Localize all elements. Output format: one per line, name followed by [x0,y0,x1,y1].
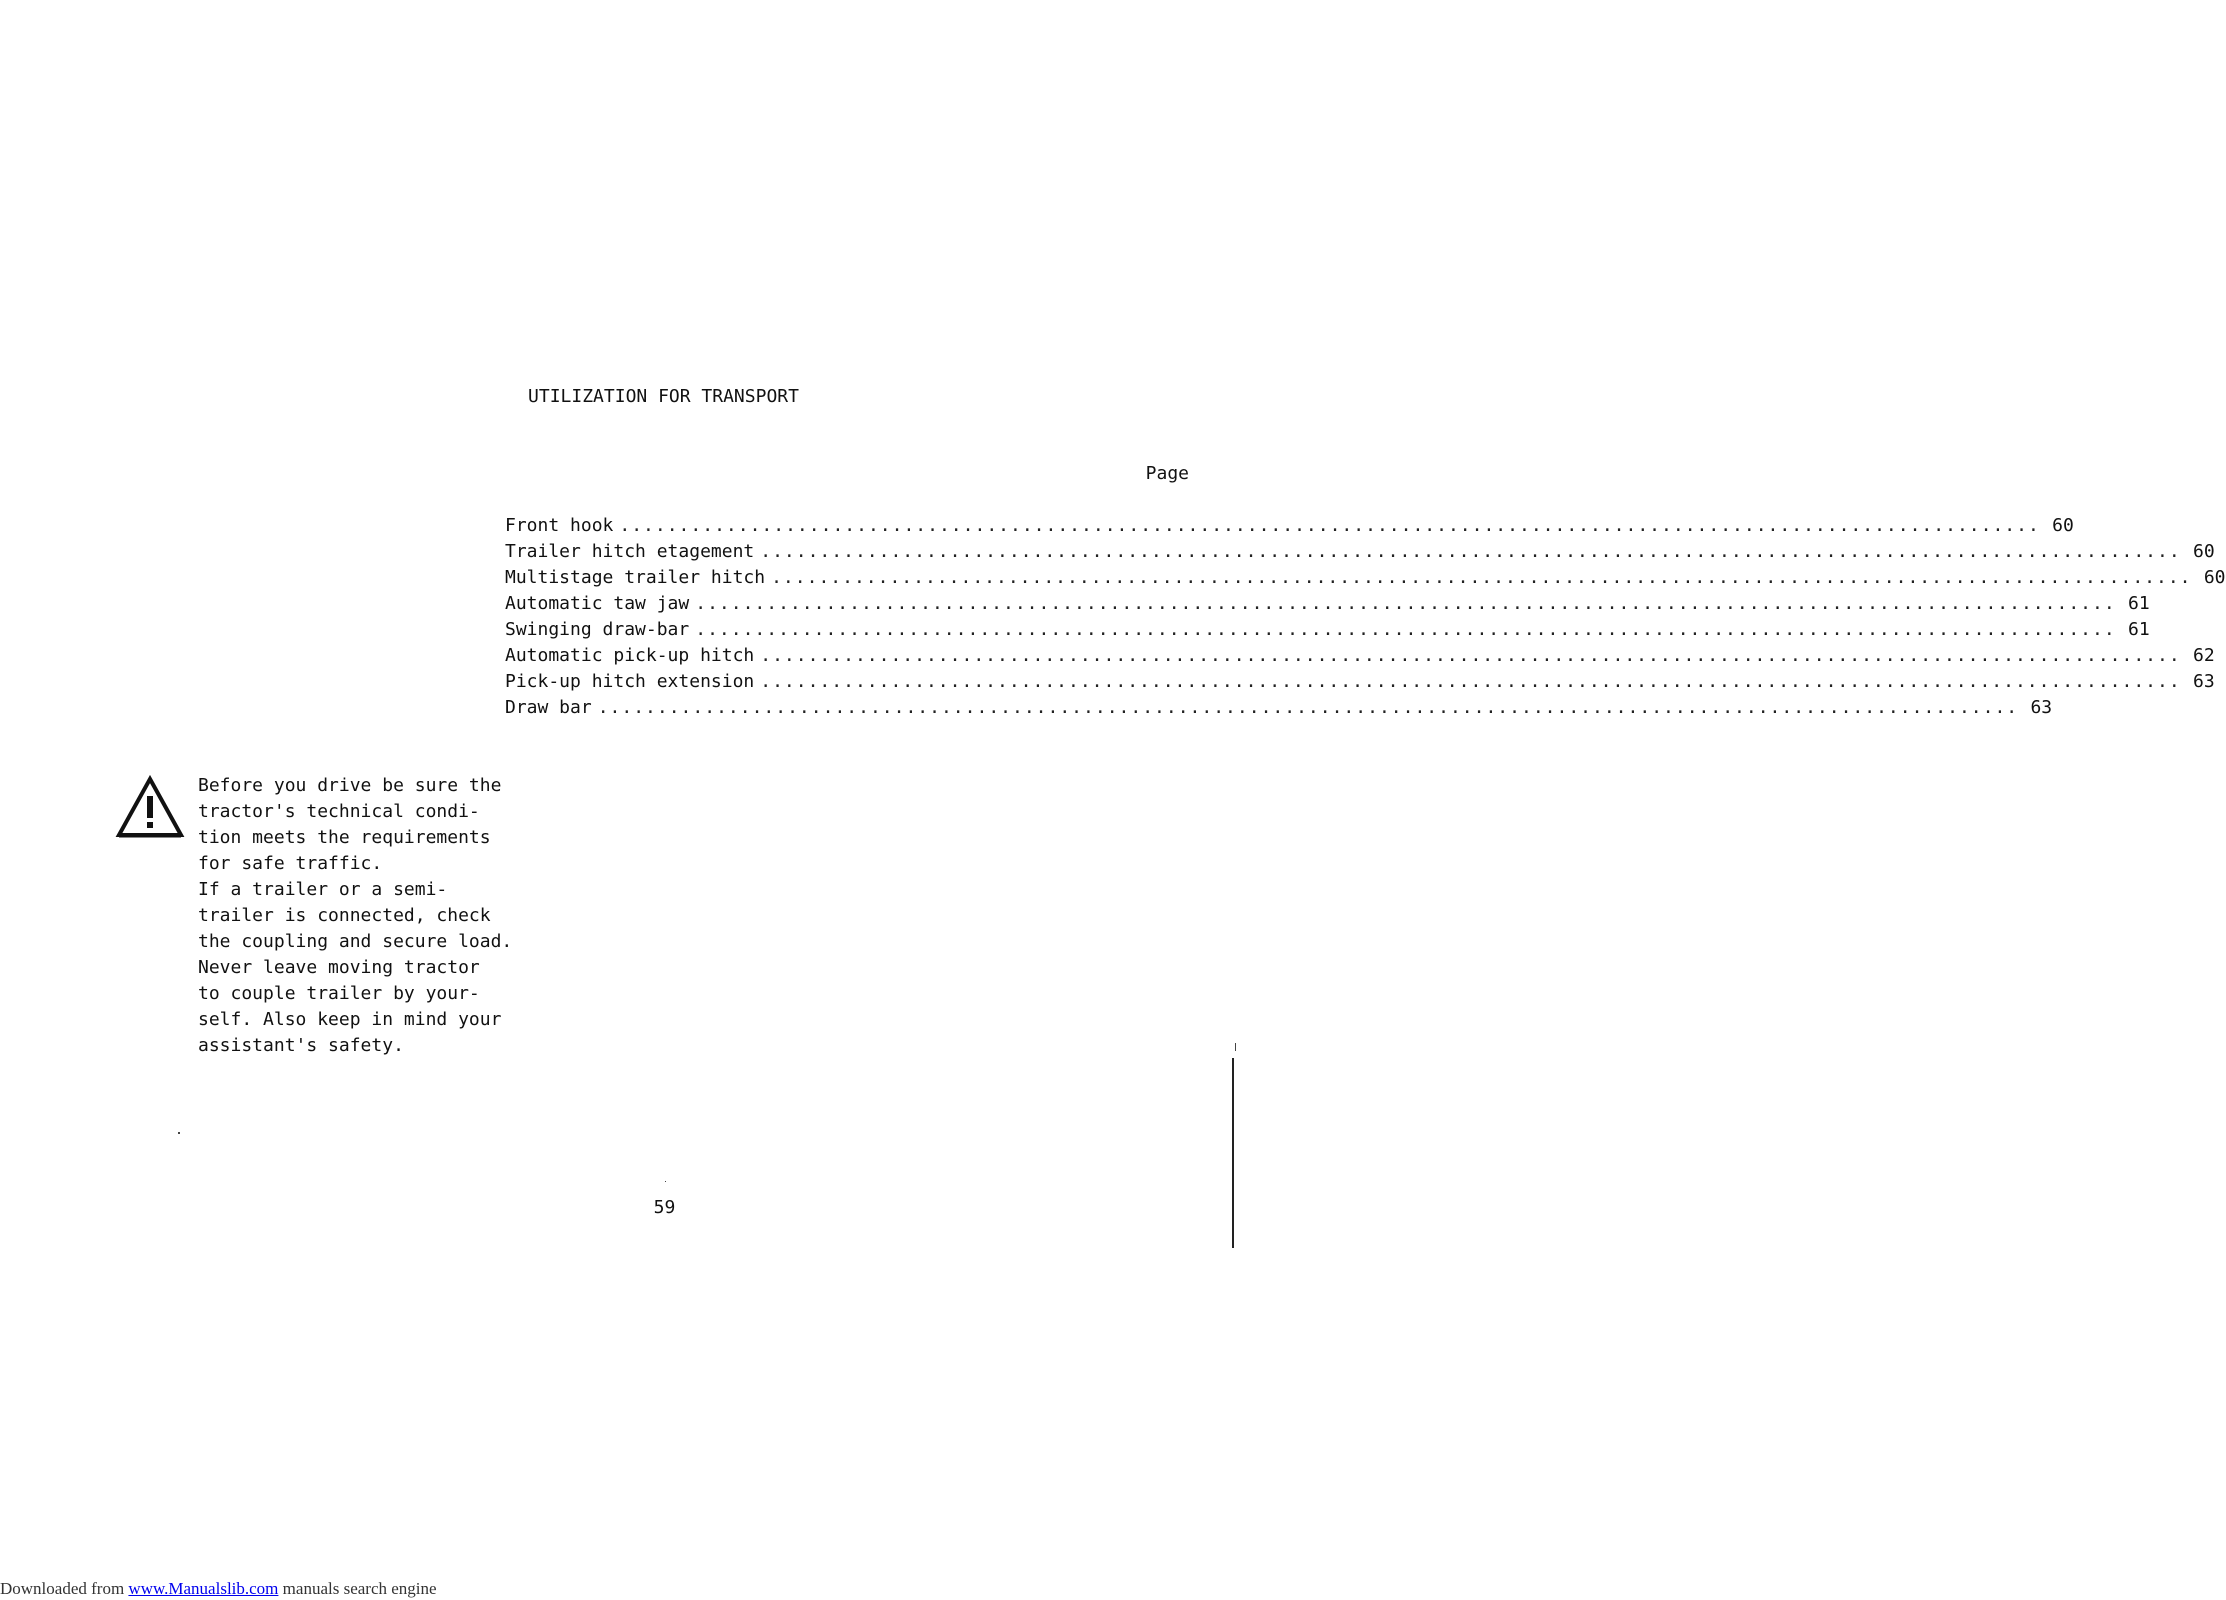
toc-row [505,643,2215,669]
warning-triangle-icon [116,776,184,838]
toc-row [505,669,2215,695]
toc-leader-dots: ........................................................................................................................ [695,619,2116,640]
toc-label: Multistage trailer hitch [505,567,766,588]
toc-label: Front hook [505,515,614,536]
toc-page-number: 61 [2127,593,2150,614]
toc-page-number: 62 [2193,645,2215,666]
toc-label: Swinging draw-bar [505,619,690,640]
toc-label: Automatic pick-up hitch [505,645,755,666]
warning-text: Before you drive be sure the tractor's technical condi- tion meets the requirements for safe traffic. If a trailer or a semi- trailer is connected, check the coupling and secure load. Never leave moving tractor to couple trailer by your- self. Also keep in mind your assistant's safety. [198,775,513,1056]
toc-label: Trailer hitch etagement [505,541,755,562]
footer [0,1579,437,1599]
toc-page-number: 60 [2203,567,2226,588]
toc-row [505,513,2074,539]
table-of-contents [505,513,2226,721]
toc-page-number: 60 [2193,541,2215,562]
toc-leader-dots: ........................................................................................................................ [760,671,2181,692]
toc-page-number: 60 [2052,515,2074,536]
toc-leader-dots: ........................................................................................................................ [619,515,2040,536]
toc-row [505,617,2150,643]
page-title: UTILIZATION FOR TRANSPORT [528,386,799,407]
manualslib-link[interactable]: www.Manualslib.com [128,1579,279,1598]
scan-speck [1235,1043,1236,1051]
toc-page-number: 61 [2127,619,2150,640]
toc-leader-dots: ........................................................................................................................ [760,645,2181,666]
toc-leader-dots: ........................................................................................................................ [597,697,2019,718]
toc-page-number: 63 [2193,671,2215,692]
toc-label: Draw bar [505,697,592,718]
footer-prefix: Downloaded from [0,1579,129,1598]
toc-row [505,565,2226,591]
toc-leader-dots: ........................................................................................................................ [771,567,2192,588]
toc-row [505,591,2150,617]
toc-leader-dots: ........................................................................................................................ [760,541,2181,562]
toc-row [505,695,2053,721]
page-edge-line [1232,1058,1234,1248]
toc-leader-dots: ........................................................................................................................ [695,593,2116,614]
page-column-header: Page [1145,463,1189,484]
scan-speck [178,1132,180,1134]
toc-row [505,539,2215,565]
toc-label: Automatic taw jaw [505,593,690,614]
page-number: 59 [653,1197,676,1218]
scan-speck [665,1181,666,1182]
toc-label: Pick-up hitch extension [505,671,755,692]
toc-page-number: 63 [2030,697,2053,718]
footer-suffix: manuals search engine [278,1579,437,1598]
